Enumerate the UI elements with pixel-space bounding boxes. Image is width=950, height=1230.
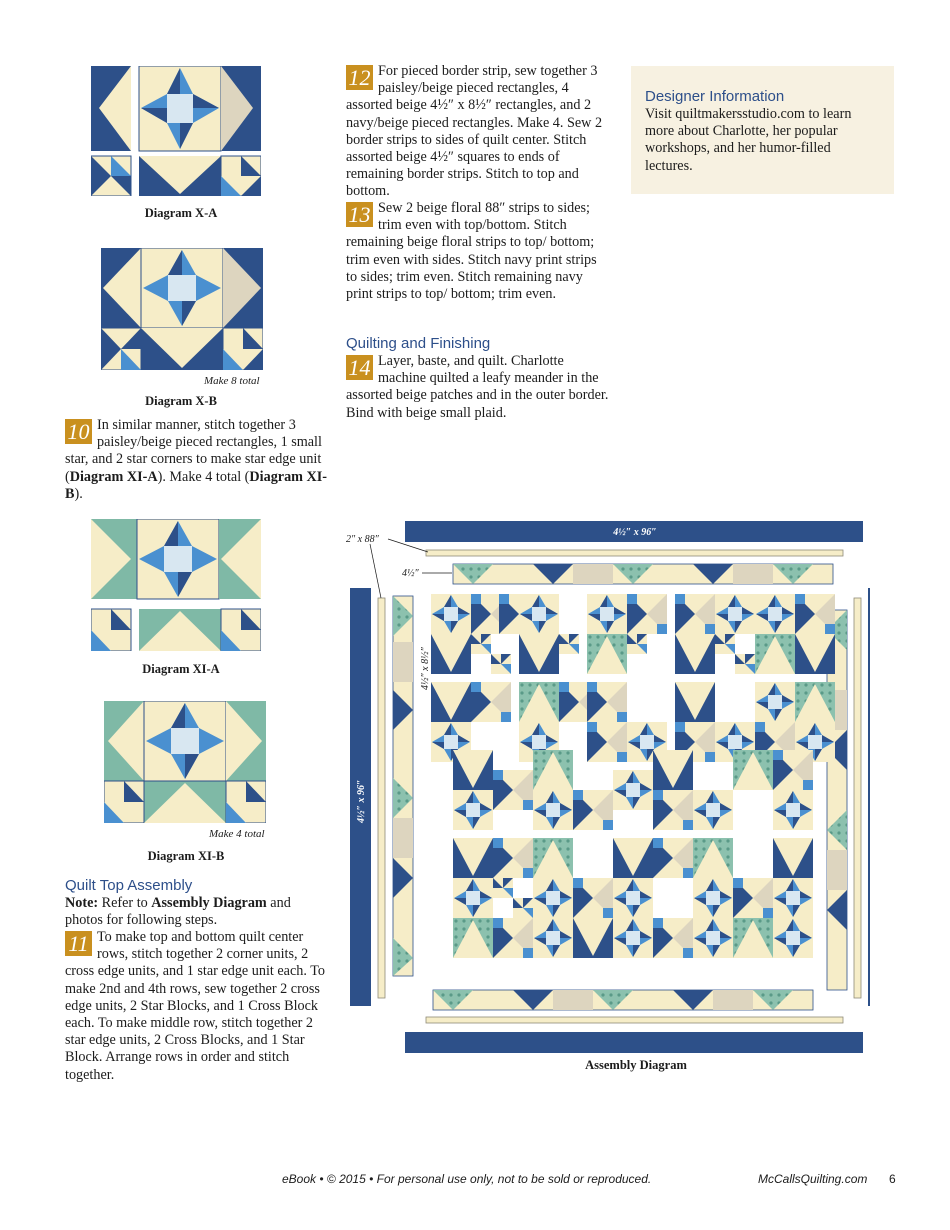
page-number: 6 [889, 1172, 896, 1186]
diagram-x-b [101, 248, 263, 370]
step-number-badge: 12 [346, 65, 373, 90]
diagram-xi-a-caption: Diagram XI-A [142, 662, 220, 676]
quilting-heading: Quilting and Finishing [346, 335, 491, 352]
step-10: 10 In similar manner, stitch together 3 paisley/beige pieced rectangles, 1 small star, and 2 star corners to make star edge unit (Diagram XI-A). Make 4 total (Diagram XI-B). [65, 417, 328, 502]
diagram-x-a [91, 66, 261, 196]
top-border-label: 4½″ x 96″ [613, 527, 657, 538]
footer-site: McCallsQuilting.com [758, 1172, 868, 1186]
side-border-label: 4½″ x 96″ [356, 779, 367, 823]
step-number-badge: 13 [346, 202, 373, 227]
designer-info-box [631, 66, 894, 194]
beige-strip-label: 2″ x 88″ [346, 534, 379, 545]
step-11: 11 To make top and bottom quilt center rows, stitch together 2 corner units, 2 cross edge units, and 1 star edge unit each. To make 2nd and 4th rows, sew together 2 cross edge units, 2 Star Blocks, and 1 Cross Block each. To make middle row, stitch together 2 star edge units, 2 Cross Blocks, and 1 Star Block. Arrange rows in order and stitch together. [65, 929, 325, 1083]
quilt-top-heading: Quilt Top Assembly [65, 877, 193, 894]
assembly-note: Note: Refer to Assembly Diagram and photos for following steps. [65, 895, 291, 929]
designer-text: Visit quiltmakersstudio.com to learn more about Charlotte, her popular workshops, and her humor-filled lectures. [645, 106, 852, 174]
designer-heading: Designer Information [645, 88, 785, 105]
square-label: 4½″ [402, 568, 419, 579]
assembly-diagram [340, 518, 870, 1058]
bottom-navy-border [405, 1032, 863, 1053]
step-number-badge: 14 [346, 355, 373, 380]
step-number-badge: 11 [65, 931, 92, 956]
step-13: 13 Sew 2 beige floral 88″ strips to sides; trim even with top/bottom. Stitch remaining beige floral strips to top/ bottom; trim even with sides. Stitch navy print strips to sides; trim even. Stitch remaining navy print strips to top/ bottom; trim even. [346, 200, 597, 303]
step-14: 14 Layer, baste, and quilt. Charlotte machine quilted a leafy meander in the assorted beige patches and in the outer border. Bind with beige small plaid. [346, 353, 609, 421]
diagram-x-a-caption: Diagram X-A [144, 206, 218, 220]
diagram-x-b-note: Make 8 total [204, 375, 260, 387]
assembly-diagram-caption: Assembly Diagram [585, 1058, 687, 1072]
diagram-xi-b-caption: Diagram XI-B [147, 849, 225, 863]
diagram-xi-b-note: Make 4 total [209, 828, 265, 840]
step-number-badge: 10 [65, 419, 92, 444]
right-navy-border [868, 588, 870, 1006]
diagram-x-b-caption: Diagram X-B [145, 394, 217, 408]
footer-copyright: eBook • © 2015 • For personal use only, not to be sold or reproduced. [282, 1172, 652, 1186]
diagram-xi-a [91, 519, 261, 651]
diagram-xi-b [104, 701, 266, 823]
step-12: 12 For pieced border strip, sew together 3 paisley/beige pieced rectangles, 4 assorted beige 4½″ x 8½″ rectangles, and 2 navy/beige pieced rectangles. Make 4. Sew 2 border strips to sides of quilt center. Stitch assorted beige 4½″ squares to ends of remaining border strips. Stitch to top and bottom. [346, 63, 603, 200]
rect-label: 4½″ x 8½″ [420, 647, 431, 690]
